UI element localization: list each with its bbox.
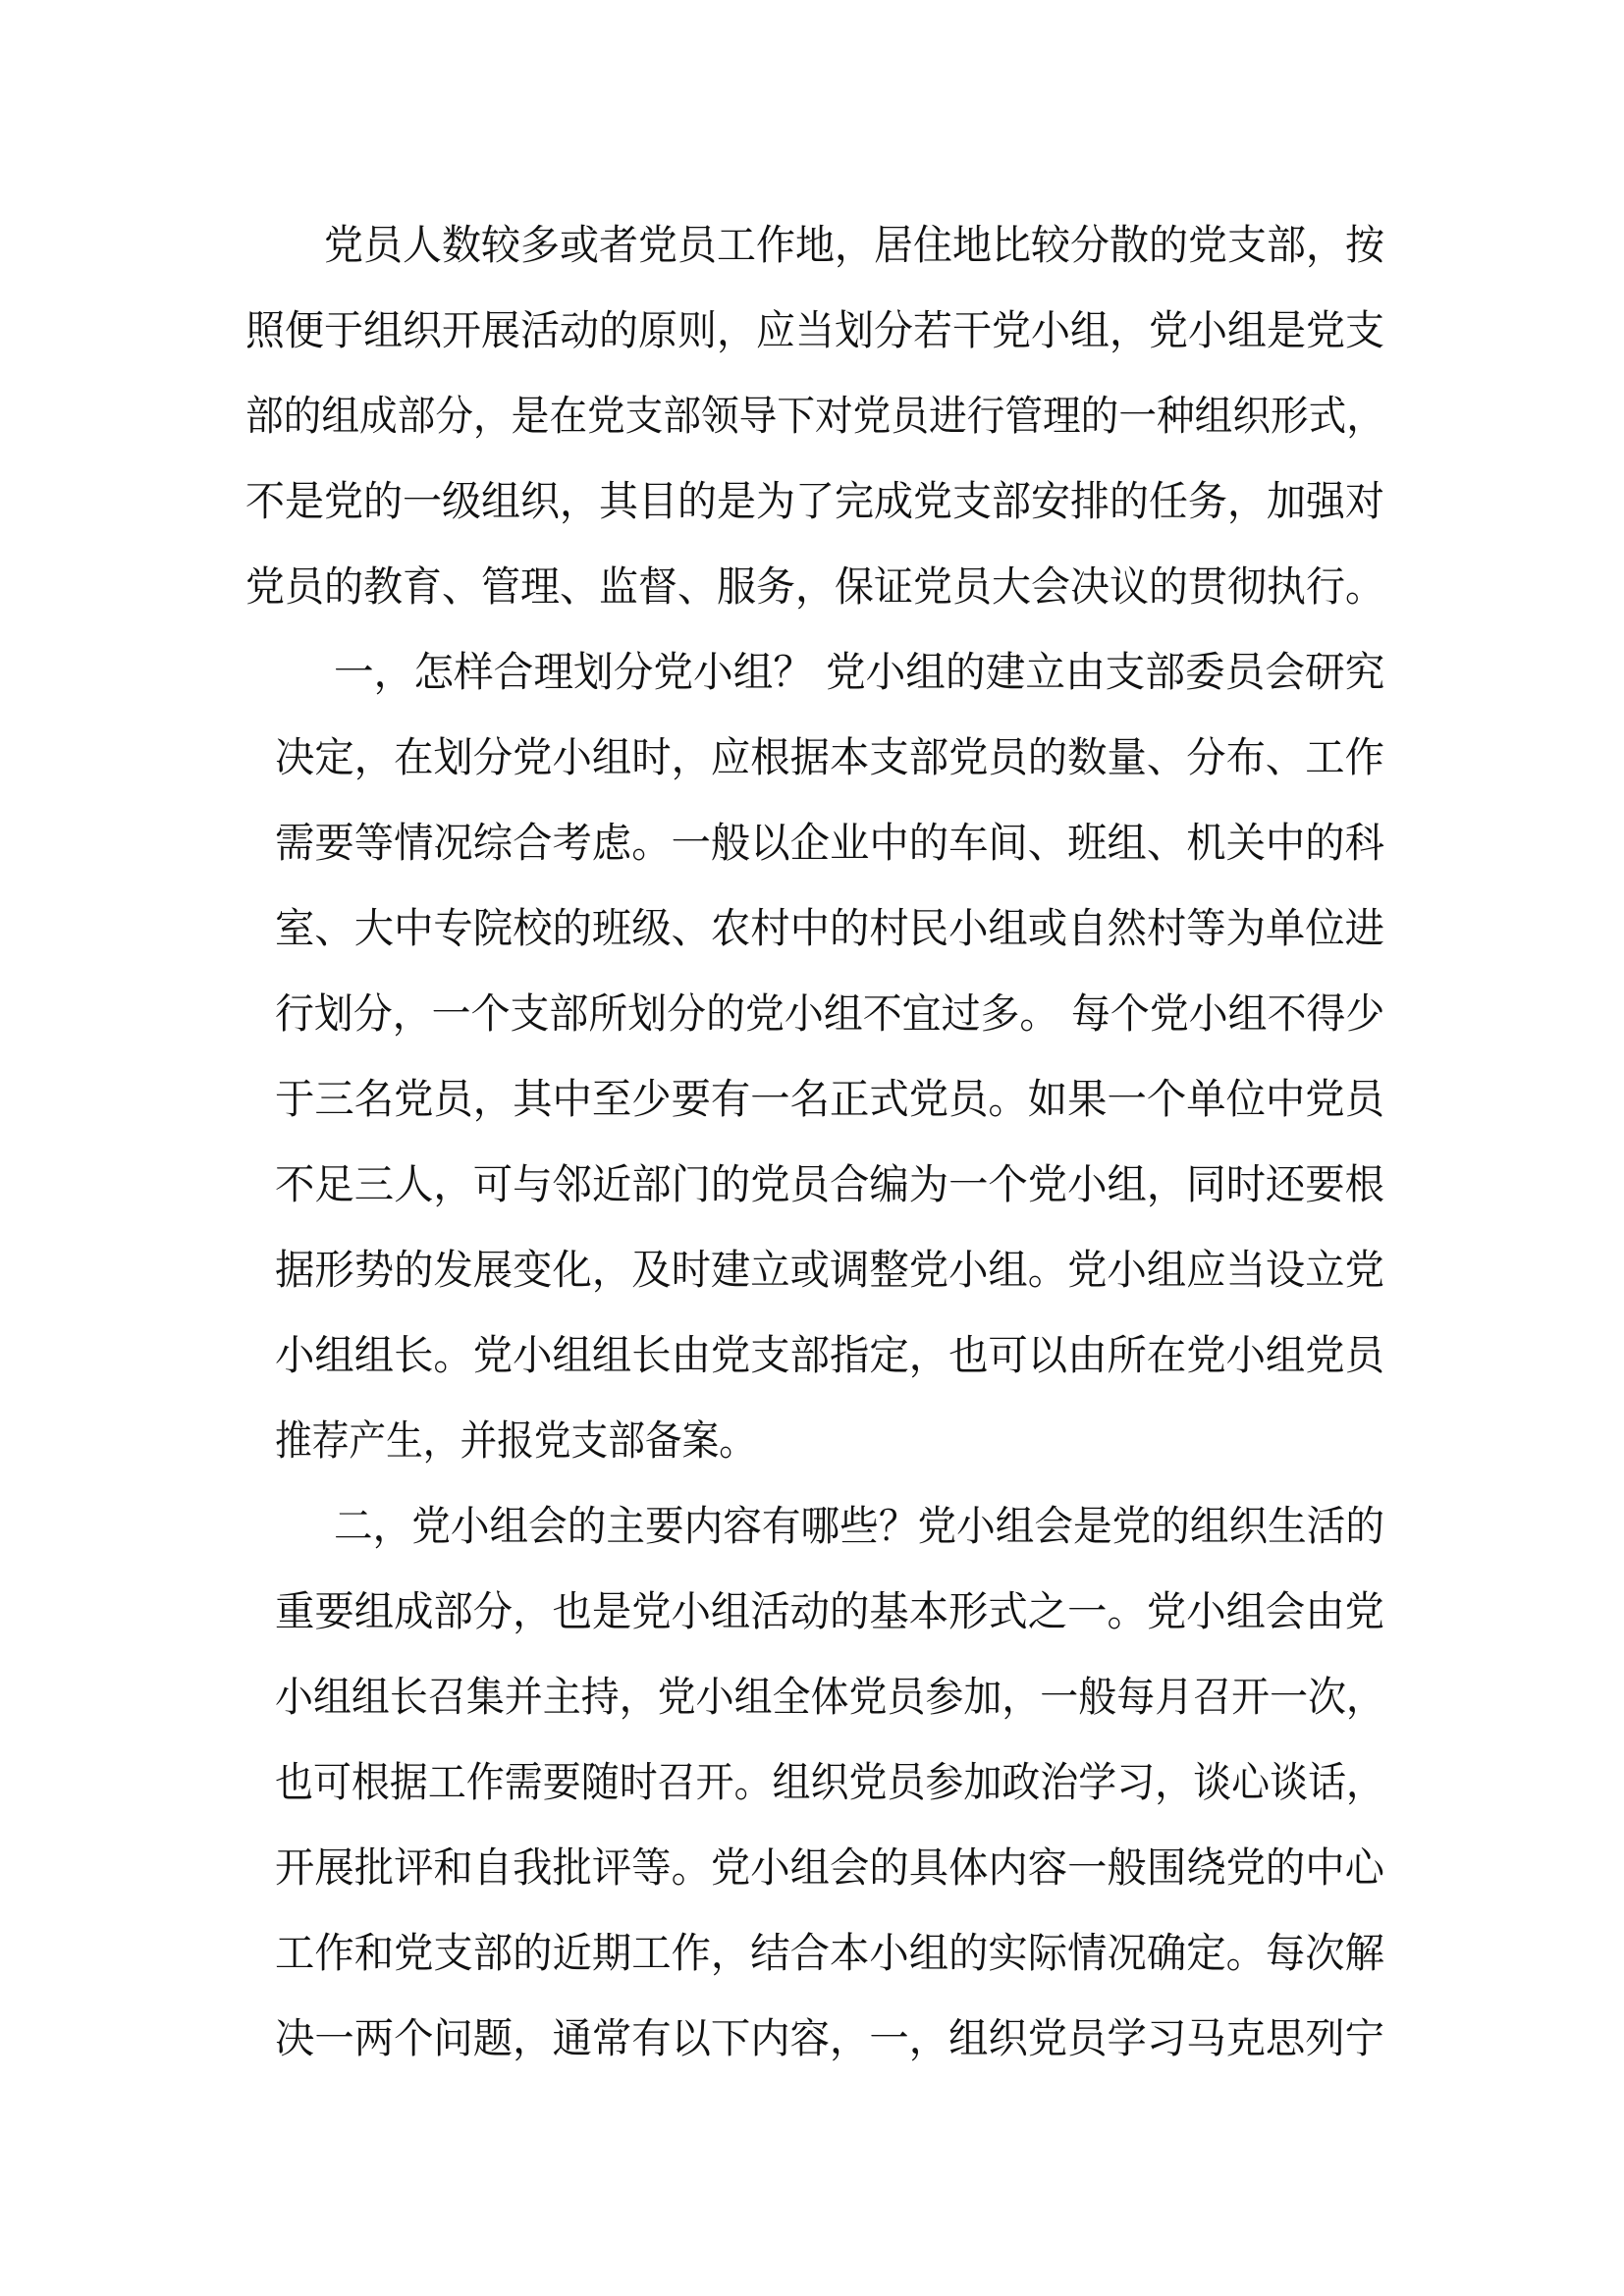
text-line: 党员的教育、管理、监督、服务，保证党员大会决议的贯彻执行。 <box>245 562 1385 611</box>
text-line: 开展批评和自我批评等。党小组会的具体内容一般围绕党的中心 <box>275 1843 1385 1892</box>
text-line: 室、大中专院校的班级、农村中的村民小组或自然村等为单位进 <box>275 904 1385 952</box>
section-2-heading-line: 二，党小组会的主要内容有哪些？党小组会是党的组织生活的 <box>334 1502 1385 1550</box>
text-line: 行划分，一个支部所划分的党小组不宜过多。 每个党小组不得少 <box>275 989 1385 1038</box>
section-1-heading-line: 一，怎样合理划分党小组？ 党小组的建立由支部委员会研究 <box>334 648 1385 696</box>
text-line: 推荐产生，并报党支部备案。 <box>275 1416 757 1465</box>
text-line: 部的组成部分，是在党支部领导下对党员进行管理的一种组织形式， <box>245 392 1385 440</box>
text-line: 照便于组织开展活动的原则，应当划分若干党小组，党小组是党支 <box>245 306 1385 354</box>
text-line: 据形势的发展变化，及时建立或调整党小组。党小组应当设立党 <box>275 1246 1385 1294</box>
text-line: 也可根据工作需要随时召开。组织党员参加政治学习，谈心谈话， <box>275 1758 1385 1806</box>
text-line: 工作和党支部的近期工作，结合本小组的实际情况确定。每次解 <box>275 1929 1385 1977</box>
text-line: 决定，在划分党小组时，应根据本支部党员的数量、分布、工作 <box>275 733 1385 781</box>
text-line: 需要等情况综合考虑。一般以企业中的车间、班组、机关中的科 <box>275 819 1385 867</box>
text-line: 决一两个问题，通常有以下内容，一，组织党员学习马克思列宁 <box>275 2014 1385 2062</box>
text-line: 不足三人，可与邻近部门的党员合编为一个党小组，同时还要根 <box>275 1160 1385 1208</box>
text-line: 小组组长。党小组组长由党支部指定，也可以由所在党小组党员 <box>275 1331 1385 1379</box>
text-line: 党员人数较多或者党员工作地，居住地比较分散的党支部，按 <box>324 221 1385 269</box>
text-line: 重要组成部分，也是党小组活动的基本形式之一。党小组会由党 <box>275 1587 1385 1635</box>
text-line: 小组组长召集并主持，党小组全体党员参加，一般每月召开一次， <box>275 1673 1385 1721</box>
text-line: 于三名党员，其中至少要有一名正式党员。如果一个单位中党员 <box>275 1075 1385 1123</box>
text-line: 不是党的一级组织，其目的是为了完成党支部安排的任务，加强对 <box>245 477 1385 525</box>
